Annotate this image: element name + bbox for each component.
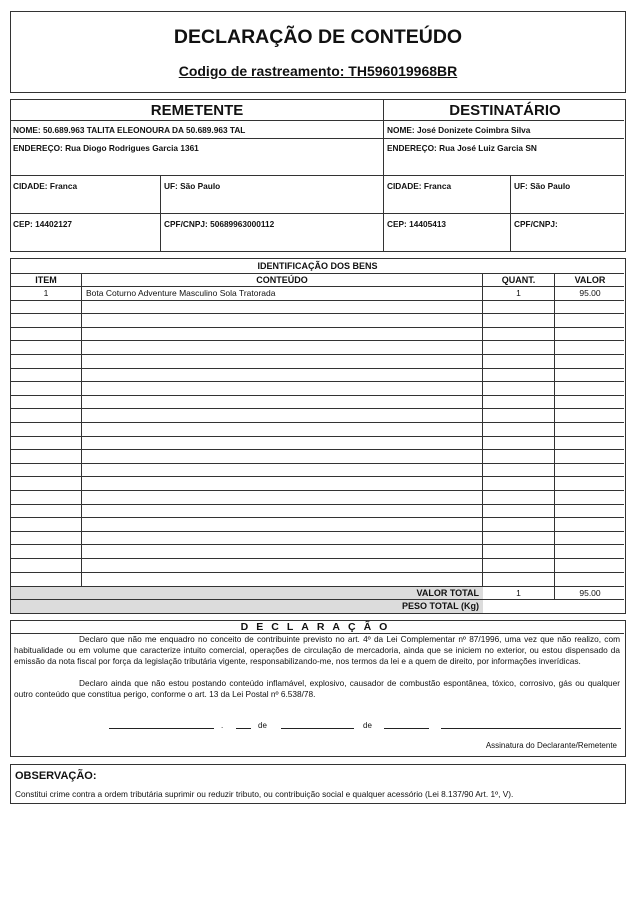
declaration-title: DECLARAÇÃO [240, 621, 396, 633]
empty-table-row [11, 544, 624, 558]
total-weight-label: PESO TOTAL (Kg) [401, 601, 479, 611]
empty-table-row [11, 476, 624, 490]
empty-table-row [11, 517, 624, 531]
cell-content: Bota Coturno Adventure Masculino Sola Tratorada [86, 288, 276, 298]
column-header-content: CONTEÚDO [256, 275, 308, 285]
empty-table-row [11, 408, 624, 422]
sender-heading: REMETENTE [150, 102, 244, 119]
empty-table-row [11, 449, 624, 463]
empty-table-row [11, 558, 624, 572]
empty-table-row [11, 327, 624, 341]
observation-section [10, 764, 626, 804]
recipient-name: NOME: José Donizete Coimbra Silva [387, 125, 531, 135]
sender-name: NOME: 50.689.963 TALITA ELEONOURA DA 50.689.963 TAL [13, 125, 246, 135]
date-month-line[interactable] [281, 728, 354, 729]
divider [11, 273, 624, 274]
empty-table-row [11, 463, 624, 477]
empty-table-row [11, 381, 624, 395]
total-quantity: 1 [516, 588, 521, 598]
date-city-line[interactable] [109, 728, 214, 729]
column-header-quantity: QUANT. [501, 275, 536, 285]
observation-title: OBSERVAÇÃO: [15, 770, 97, 782]
declaration-paragraph-2: Declaro ainda que não estou postando conteúdo inflamável, explosivo, causador de combustão espontânea, tóxico, corrosivo, gás ou qualquer outro conteúdo que constitua perigo, conforme o art. 13 da Lei Postal nº 6.538/78. [14, 678, 620, 699]
recipient-zip: CEP: 14405413 [387, 219, 447, 229]
signature-line[interactable] [441, 728, 621, 729]
date-de-1: de [258, 721, 267, 730]
empty-table-row [11, 436, 624, 450]
divider [11, 175, 624, 176]
items-heading: IDENTIFICAÇÃO DOS BENS [257, 261, 378, 271]
column-header-item: ITEM [35, 275, 57, 285]
cell-item: 1 [43, 288, 49, 298]
total-value-label: VALOR TOTAL [416, 588, 479, 598]
empty-table-row [11, 300, 624, 314]
empty-table-row [11, 422, 624, 436]
divider [11, 213, 624, 214]
empty-table-row [11, 368, 624, 382]
empty-table-row [11, 504, 624, 518]
empty-table-row [11, 395, 624, 409]
document-header [10, 11, 626, 93]
observation-text: Constitui crime contra a ordem tributária suprimir ou reduzir tributo, ou contribuição social e qualquer acessório (Lei 8.137/90 Art. 1º, V). [15, 789, 514, 799]
empty-table-row [11, 313, 624, 327]
column-header-value: VALOR [574, 275, 606, 285]
recipient-tax-id: CPF/CNPJ: [514, 219, 558, 229]
recipient-heading: DESTINATÁRIO [449, 102, 561, 119]
date-year-line[interactable] [384, 728, 429, 729]
divider [160, 176, 161, 214]
divider [160, 213, 161, 251]
divider [11, 599, 624, 600]
date-day-line[interactable] [236, 728, 251, 729]
empty-table-row [11, 490, 624, 504]
sender-address: ENDEREÇO: Rua Diogo Rodrigues Garcia 1361 [13, 143, 199, 153]
document-title: DECLARAÇÃO DE CONTEÚDO [173, 26, 463, 48]
empty-table-row [11, 572, 624, 586]
table-row [11, 286, 624, 300]
empty-table-row [11, 531, 624, 545]
date-de-2: de [363, 721, 372, 730]
recipient-state: UF: São Paulo [514, 181, 571, 191]
recipient-city: CIDADE: Franca [387, 181, 452, 191]
empty-table-row [11, 340, 624, 354]
sender-tax-id: CPF/CNPJ: 50689963000112 [164, 219, 275, 229]
items-table [10, 258, 626, 614]
recipient-address: ENDEREÇO: Rua José Luiz Garcia SN [387, 143, 537, 153]
divider [11, 120, 624, 121]
tracking-code: Codigo de rastreamento: TH596019968BR [178, 63, 458, 79]
sender-zip: CEP: 14402127 [13, 219, 73, 229]
sender-city: CIDADE: Franca [13, 181, 78, 191]
cell-value: 95.00 [579, 288, 601, 298]
date-separator: . [221, 721, 224, 730]
cell-quantity: 1 [516, 288, 521, 298]
total-value: 95.00 [579, 588, 601, 598]
signature-label: Assinatura do Declarante/Remetente [485, 741, 617, 750]
sender-state: UF: São Paulo [164, 181, 221, 191]
empty-table-row [11, 354, 624, 368]
divider [11, 586, 624, 587]
divider [11, 138, 624, 139]
declaration-section [10, 620, 626, 757]
parties-section [10, 99, 626, 252]
declaration-paragraph-1: Declaro que não me enquadro no conceito de contribuinte previsto no art. 4º da Lei Complementar nº 87/1996, uma vez que não realizo, com habitualidade ou em volume que caracterize intuito comercial, operações de circulação de mercadoria, ainda que se iniciem no exterior, ou estou dispensado da emissão da nota fiscal por força da legislação tributária vigente, responsabilizando-me, nos termos da lei e a quem de direito, por informações inverídicas. [14, 634, 620, 666]
